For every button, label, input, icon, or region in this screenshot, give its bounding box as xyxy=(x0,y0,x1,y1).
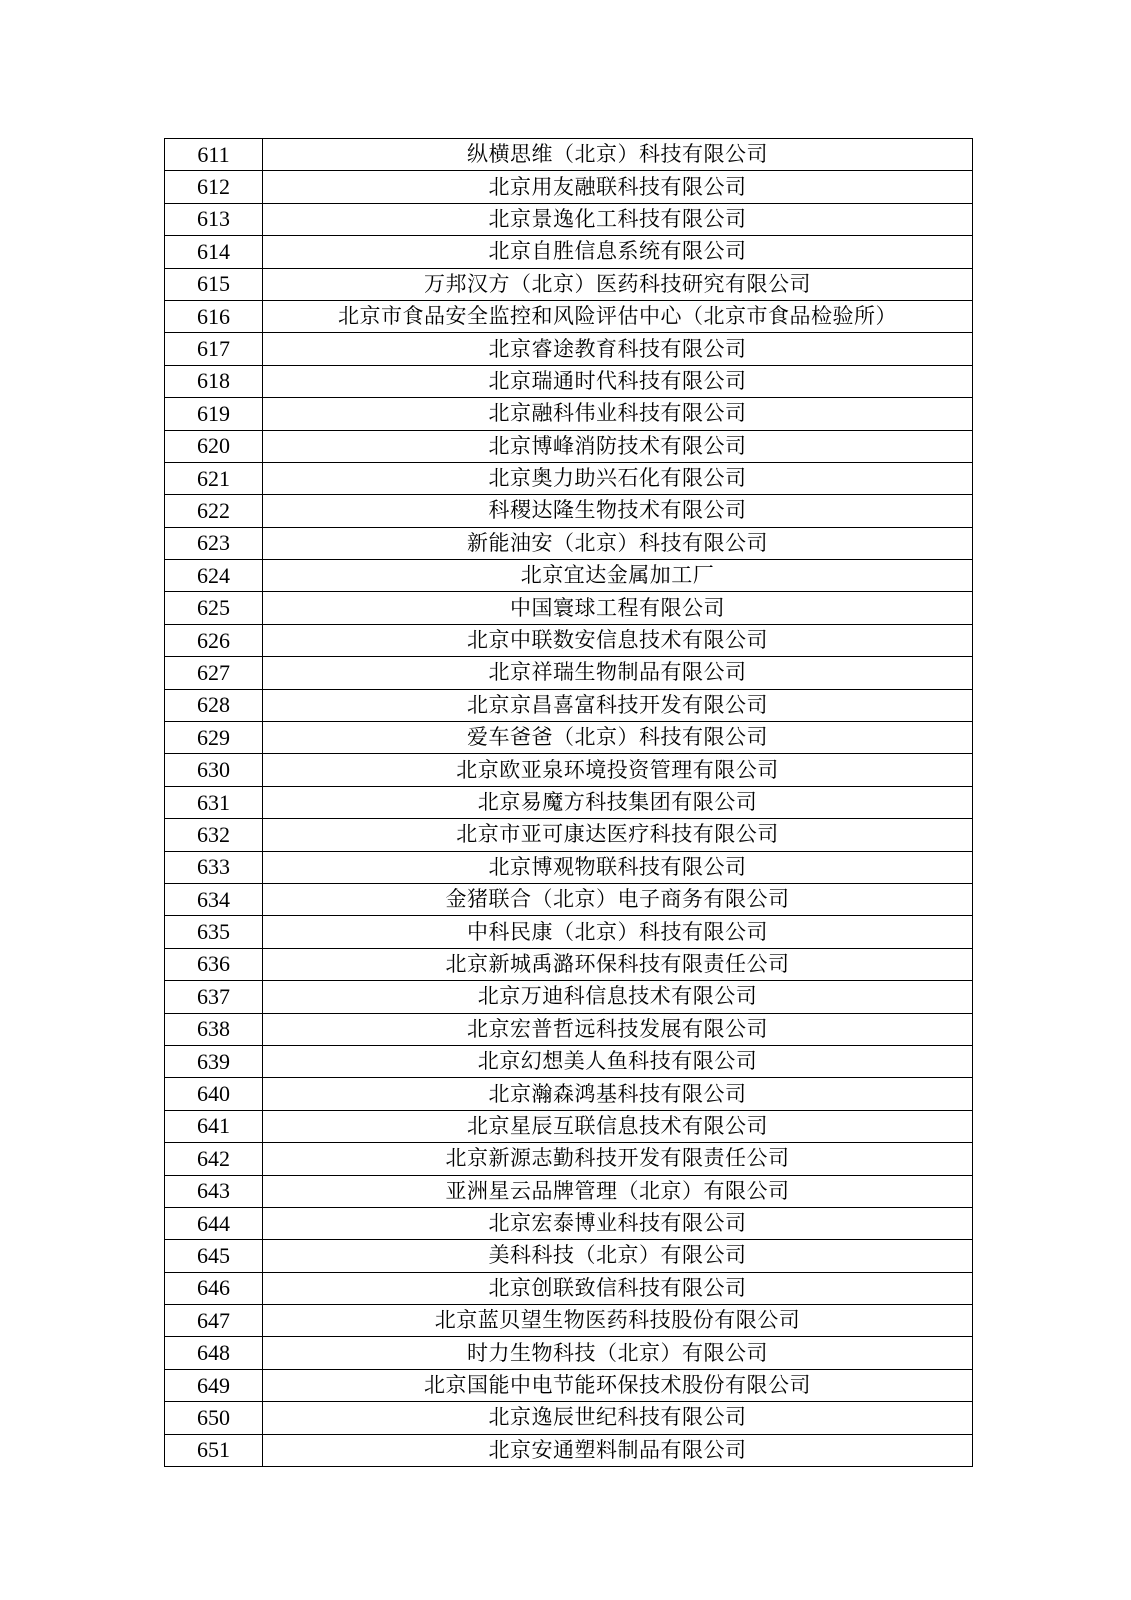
row-number: 627 xyxy=(165,657,263,689)
row-number: 640 xyxy=(165,1078,263,1110)
row-number: 644 xyxy=(165,1207,263,1239)
row-number: 626 xyxy=(165,624,263,656)
table-row xyxy=(165,948,973,980)
row-number: 634 xyxy=(165,883,263,915)
row-number: 619 xyxy=(165,398,263,430)
company-name: 爱车爸爸（北京）科技有限公司 xyxy=(263,722,973,754)
company-name: 纵横思维（北京）科技有限公司 xyxy=(263,139,973,171)
row-number: 642 xyxy=(165,1143,263,1175)
row-number: 641 xyxy=(165,1110,263,1142)
company-name: 北京融科伟业科技有限公司 xyxy=(263,398,973,430)
table-row xyxy=(165,300,973,332)
row-number: 611 xyxy=(165,139,263,171)
table-row xyxy=(165,333,973,365)
row-number: 630 xyxy=(165,754,263,786)
row-number: 650 xyxy=(165,1402,263,1434)
company-name: 科稷达隆生物技术有限公司 xyxy=(263,495,973,527)
company-name: 时力生物科技（北京）有限公司 xyxy=(263,1337,973,1369)
company-name: 北京宜达金属加工厂 xyxy=(263,560,973,592)
company-name: 中科民康（北京）科技有限公司 xyxy=(263,916,973,948)
table-row xyxy=(165,1207,973,1239)
company-name: 北京蓝贝望生物医药科技股份有限公司 xyxy=(263,1305,973,1337)
table-row xyxy=(165,754,973,786)
row-number: 635 xyxy=(165,916,263,948)
row-number: 639 xyxy=(165,1045,263,1077)
table-row xyxy=(165,657,973,689)
row-number: 624 xyxy=(165,560,263,592)
company-name: 北京瑞通时代科技有限公司 xyxy=(263,365,973,397)
company-name: 北京京昌喜富科技开发有限公司 xyxy=(263,689,973,721)
row-number: 649 xyxy=(165,1369,263,1401)
company-name: 北京易魔方科技集团有限公司 xyxy=(263,786,973,818)
row-number: 631 xyxy=(165,786,263,818)
row-number: 633 xyxy=(165,851,263,883)
company-name: 北京新城禹潞环保科技有限责任公司 xyxy=(263,948,973,980)
table-row xyxy=(165,1240,973,1272)
company-name: 美科科技（北京）有限公司 xyxy=(263,1240,973,1272)
company-name: 北京市食品安全监控和风险评估中心（北京市食品检验所） xyxy=(263,300,973,332)
table-row xyxy=(165,1013,973,1045)
table-row xyxy=(165,171,973,203)
table-row xyxy=(165,1110,973,1142)
table-row xyxy=(165,462,973,494)
company-name: 北京景逸化工科技有限公司 xyxy=(263,203,973,235)
table-row xyxy=(165,1337,973,1369)
table-row xyxy=(165,851,973,883)
table-row xyxy=(165,1272,973,1304)
table-row xyxy=(165,786,973,818)
company-name: 北京博观物联科技有限公司 xyxy=(263,851,973,883)
table-row xyxy=(165,1175,973,1207)
row-number: 615 xyxy=(165,268,263,300)
company-name: 北京自胜信息系统有限公司 xyxy=(263,236,973,268)
company-name: 北京幻想美人鱼科技有限公司 xyxy=(263,1045,973,1077)
table-row xyxy=(165,560,973,592)
row-number: 625 xyxy=(165,592,263,624)
company-name: 中国寰球工程有限公司 xyxy=(263,592,973,624)
table-row xyxy=(165,398,973,430)
company-name: 北京博峰消防技术有限公司 xyxy=(263,430,973,462)
table-row xyxy=(165,1369,973,1401)
table-row xyxy=(165,1078,973,1110)
row-number: 621 xyxy=(165,462,263,494)
company-name: 北京逸辰世纪科技有限公司 xyxy=(263,1402,973,1434)
row-number: 623 xyxy=(165,527,263,559)
company-name: 北京宏泰博业科技有限公司 xyxy=(263,1207,973,1239)
row-number: 618 xyxy=(165,365,263,397)
row-number: 629 xyxy=(165,722,263,754)
company-name: 金猪联合（北京）电子商务有限公司 xyxy=(263,883,973,915)
company-name: 北京宏普哲远科技发展有限公司 xyxy=(263,1013,973,1045)
company-table-body xyxy=(165,139,973,1467)
table-row xyxy=(165,1305,973,1337)
row-number: 646 xyxy=(165,1272,263,1304)
table-row xyxy=(165,1434,973,1466)
row-number: 628 xyxy=(165,689,263,721)
company-name: 北京睿途教育科技有限公司 xyxy=(263,333,973,365)
table-row xyxy=(165,624,973,656)
company-table xyxy=(164,138,973,1467)
row-number: 632 xyxy=(165,819,263,851)
table-row xyxy=(165,139,973,171)
table-row xyxy=(165,689,973,721)
row-number: 636 xyxy=(165,948,263,980)
company-name: 北京欧亚泉环境投资管理有限公司 xyxy=(263,754,973,786)
table-row xyxy=(165,981,973,1013)
row-number: 612 xyxy=(165,171,263,203)
row-number: 614 xyxy=(165,236,263,268)
table-row xyxy=(165,819,973,851)
row-number: 643 xyxy=(165,1175,263,1207)
table-row xyxy=(165,365,973,397)
row-number: 613 xyxy=(165,203,263,235)
row-number: 617 xyxy=(165,333,263,365)
company-name: 北京市亚可康达医疗科技有限公司 xyxy=(263,819,973,851)
row-number: 645 xyxy=(165,1240,263,1272)
row-number: 622 xyxy=(165,495,263,527)
table-row xyxy=(165,430,973,462)
company-name: 新能油安（北京）科技有限公司 xyxy=(263,527,973,559)
company-name: 北京星辰互联信息技术有限公司 xyxy=(263,1110,973,1142)
table-row xyxy=(165,592,973,624)
company-name: 北京安通塑料制品有限公司 xyxy=(263,1434,973,1466)
row-number: 637 xyxy=(165,981,263,1013)
table-row xyxy=(165,268,973,300)
table-row xyxy=(165,1143,973,1175)
row-number: 620 xyxy=(165,430,263,462)
table-row xyxy=(165,722,973,754)
row-number: 648 xyxy=(165,1337,263,1369)
company-name: 北京中联数安信息技术有限公司 xyxy=(263,624,973,656)
table-row xyxy=(165,203,973,235)
row-number: 616 xyxy=(165,300,263,332)
row-number: 638 xyxy=(165,1013,263,1045)
company-name: 北京国能中电节能环保技术股份有限公司 xyxy=(263,1369,973,1401)
table-row xyxy=(165,883,973,915)
company-name: 万邦汉方（北京）医药科技研究有限公司 xyxy=(263,268,973,300)
company-name: 北京万迪科信息技术有限公司 xyxy=(263,981,973,1013)
row-number: 647 xyxy=(165,1305,263,1337)
table-row xyxy=(165,1045,973,1077)
company-name: 北京祥瑞生物制品有限公司 xyxy=(263,657,973,689)
table-row xyxy=(165,236,973,268)
company-name: 北京用友融联科技有限公司 xyxy=(263,171,973,203)
company-name: 北京新源志勤科技开发有限责任公司 xyxy=(263,1143,973,1175)
table-row xyxy=(165,495,973,527)
table-row xyxy=(165,1402,973,1434)
company-name: 北京奥力助兴石化有限公司 xyxy=(263,462,973,494)
company-name: 北京瀚森鸿基科技有限公司 xyxy=(263,1078,973,1110)
company-name: 亚洲星云品牌管理（北京）有限公司 xyxy=(263,1175,973,1207)
company-name: 北京创联致信科技有限公司 xyxy=(263,1272,973,1304)
row-number: 651 xyxy=(165,1434,263,1466)
table-row xyxy=(165,916,973,948)
table-row xyxy=(165,527,973,559)
